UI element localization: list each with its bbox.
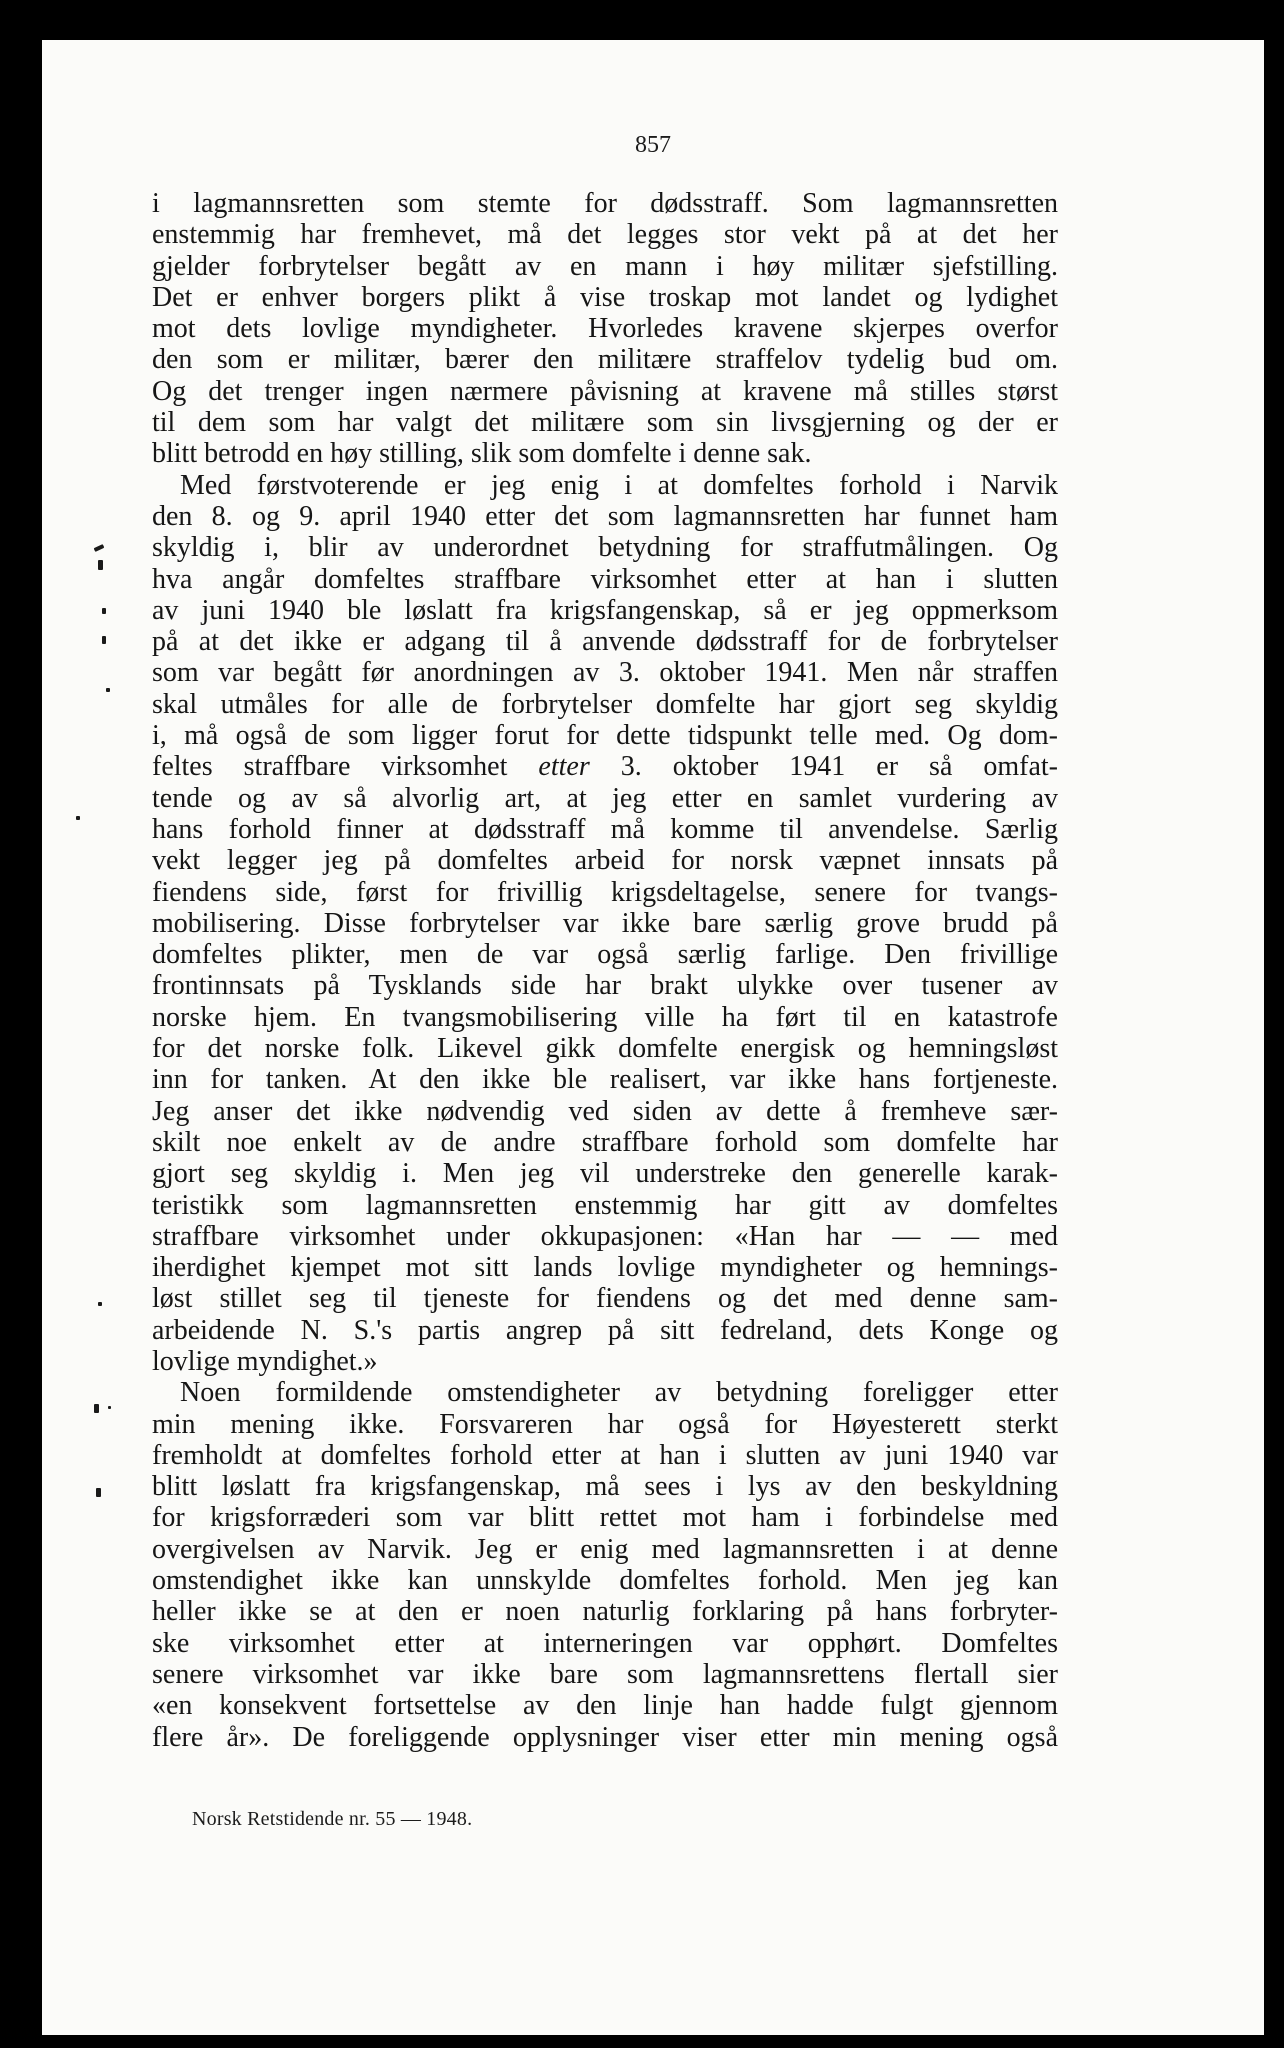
text-line: fremholdt at domfeltes forhold etter at han i slutten av juni 1940 var <box>152 1439 1058 1471</box>
scan-mark <box>108 1406 111 1409</box>
text-line: mobilisering. Disse forbrytelser var ikke bare særlig grove brudd på <box>152 907 1058 939</box>
text-line: iherdighet kjempet mot sitt lands lovlige myndigheter og hemnings- <box>152 1252 1058 1284</box>
text-line: teristikk som lagmannsretten enstemmig har gitt av domfeltes <box>152 1189 1058 1221</box>
scan-mark <box>98 1302 102 1306</box>
text-line: løst stillet seg til tjeneste for fiendens og det med denne sam- <box>152 1283 1058 1315</box>
text-line: ske virksomhet etter at interneringen var opphørt. Domfeltes <box>152 1627 1058 1659</box>
text-line: som var begått før anordningen av 3. oktober 1941. Men når straffen <box>152 657 1058 689</box>
text-line: på at det ikke er adgang til å anvende dødsstraff for de forbrytelser <box>152 626 1058 658</box>
scan-mark <box>106 688 110 692</box>
text-line: for krigsforræderi som var blitt rettet mot ham i forbindelse med <box>152 1502 1058 1534</box>
text-line: hans forhold finner at dødsstraff må komme til anvendelse. Særlig <box>152 813 1058 845</box>
journal-footer: Norsk Retstidende nr. 55 — 1948. <box>192 1808 473 1830</box>
text-line: arbeidende N. S.'s partis angrep på sitt fedreland, dets Konge og <box>152 1314 1058 1346</box>
text-line: den 8. og 9. april 1940 etter det som lagmannsretten har funnet ham <box>152 500 1058 532</box>
scan-mark <box>76 816 80 820</box>
text-line: Det er enhver borgers plikt å vise troskap mot landet og lydighet <box>152 281 1058 313</box>
text-line: skyldig i, blir av underordnet betydning for straffutmålingen. Og <box>152 532 1058 564</box>
page-number: 857 <box>635 132 671 158</box>
text-segment: feltes straffbare virksomhet <box>152 751 508 783</box>
scan-mark <box>94 544 105 552</box>
text-line: omstendighet ikke kan unnskylde domfeltes forhold. Men jeg kan <box>152 1565 1058 1597</box>
text-line: gjort seg skyldig i. Men jeg vil understreke den generelle karak- <box>152 1158 1058 1190</box>
text-line: frontinnsats på Tysklands side har brakt ulykke over tusener av <box>152 970 1058 1002</box>
body-text <box>152 188 1058 1753</box>
text-line: skilt noe enkelt av de andre straffbare forhold som domfelte har <box>152 1126 1058 1158</box>
text-line: av juni 1940 ble løslatt fra krigsfangenskap, så er jeg oppmerksom <box>152 594 1058 626</box>
text-line: senere virksomhet var ikke bare som lagmannsrettens flertall sier <box>152 1658 1058 1690</box>
text-line: til dem som har valgt det militære som sin livsgjerning og der er <box>152 407 1058 439</box>
scan-mark <box>102 636 106 644</box>
text-line: Noen formildende omstendigheter av betydning foreligger etter <box>180 1377 1058 1409</box>
text-line: inn for tanken. At den ikke ble realisert, var ikke hans fortjeneste. <box>152 1064 1058 1096</box>
text-line: gjelder forbrytelser begått av en mann i høy militær sjefstilling. <box>152 250 1058 282</box>
text-line: heller ikke se at den er noen naturlig forklaring på hans forbryter- <box>152 1596 1058 1628</box>
text-line: tende og av så alvorlig art, at jeg etter en samlet vurdering av <box>152 782 1058 814</box>
text-line: straffbare virksomhet under okkupasjonen: «Han har — — med <box>152 1220 1058 1252</box>
text-line: overgivelsen av Narvik. Jeg er enig med lagmannsretten i at denne <box>152 1533 1058 1565</box>
text-line: min mening ikke. Forsvareren har også for Høyesterett sterkt <box>152 1408 1058 1440</box>
scan-mark <box>102 608 106 614</box>
text-line: Og det trenger ingen nærmere påvisning at kravene må stilles størst <box>152 375 1058 407</box>
text-line: blitt betrodd en høy stilling, slik som domfelte i denne sak. <box>152 438 812 470</box>
text-line-with-italic <box>152 751 1058 782</box>
text-line: enstemmig har fremhevet, må det legges stor vekt på at det her <box>152 219 1058 251</box>
text-line: i, må også de som ligger forut for dette tidspunkt telle med. Og dom- <box>152 720 1058 752</box>
text-line: «en konsekvent fortsettelse av den linje han hadde fulgt gjennom <box>152 1690 1058 1722</box>
text-line: Jeg anser det ikke nødvendig ved siden av dette å fremheve sær- <box>152 1095 1058 1127</box>
text-line: blitt løslatt fra krigsfangenskap, må sees i lys av den beskyldning <box>152 1471 1058 1503</box>
text-line: vekt legger jeg på domfeltes arbeid for norsk væpnet innsats på <box>152 845 1058 877</box>
text-line: i lagmannsretten som stemte for dødsstraff. Som lagmannsretten <box>152 188 1058 219</box>
text-line: mot dets lovlige myndigheter. Hvorledes kravene skjerpes overfor <box>152 313 1058 345</box>
text-line: flere år». De foreliggende opplysninger viser etter min mening også <box>152 1721 1058 1753</box>
text-line: for det norske folk. Likevel gikk domfelte energisk og hemningsløst <box>152 1033 1058 1065</box>
text-line: den som er militær, bærer den militære straffelov tydelig bud om. <box>152 344 1058 376</box>
text-line: skal utmåles for alle de forbrytelser domfelte har gjort seg skyldig <box>152 688 1058 720</box>
text-line: norske hjem. En tvangsmobilisering ville ha ført til en katastrofe <box>152 1001 1058 1033</box>
scan-mark <box>98 560 103 570</box>
text-segment: 3. oktober 1941 er så omfat- <box>620 751 1059 783</box>
document-page <box>42 40 1264 2035</box>
text-line: Med førstvoterende er jeg enig i at domfeltes forhold i Narvik <box>180 469 1058 501</box>
italic-word: etter <box>538 751 590 783</box>
text-line: lovlige myndighet.» <box>152 1345 378 1377</box>
text-line: fiendens side, først for frivillig krigsdeltagelse, senere for tvangs- <box>152 876 1058 908</box>
text-line: hva angår domfeltes straffbare virksomhet etter at han i slutten <box>152 563 1058 595</box>
scan-mark <box>96 1488 101 1497</box>
text-line: domfeltes plikter, men de var også særlig farlige. Den frivillige <box>152 939 1058 971</box>
scan-mark <box>94 1404 99 1413</box>
